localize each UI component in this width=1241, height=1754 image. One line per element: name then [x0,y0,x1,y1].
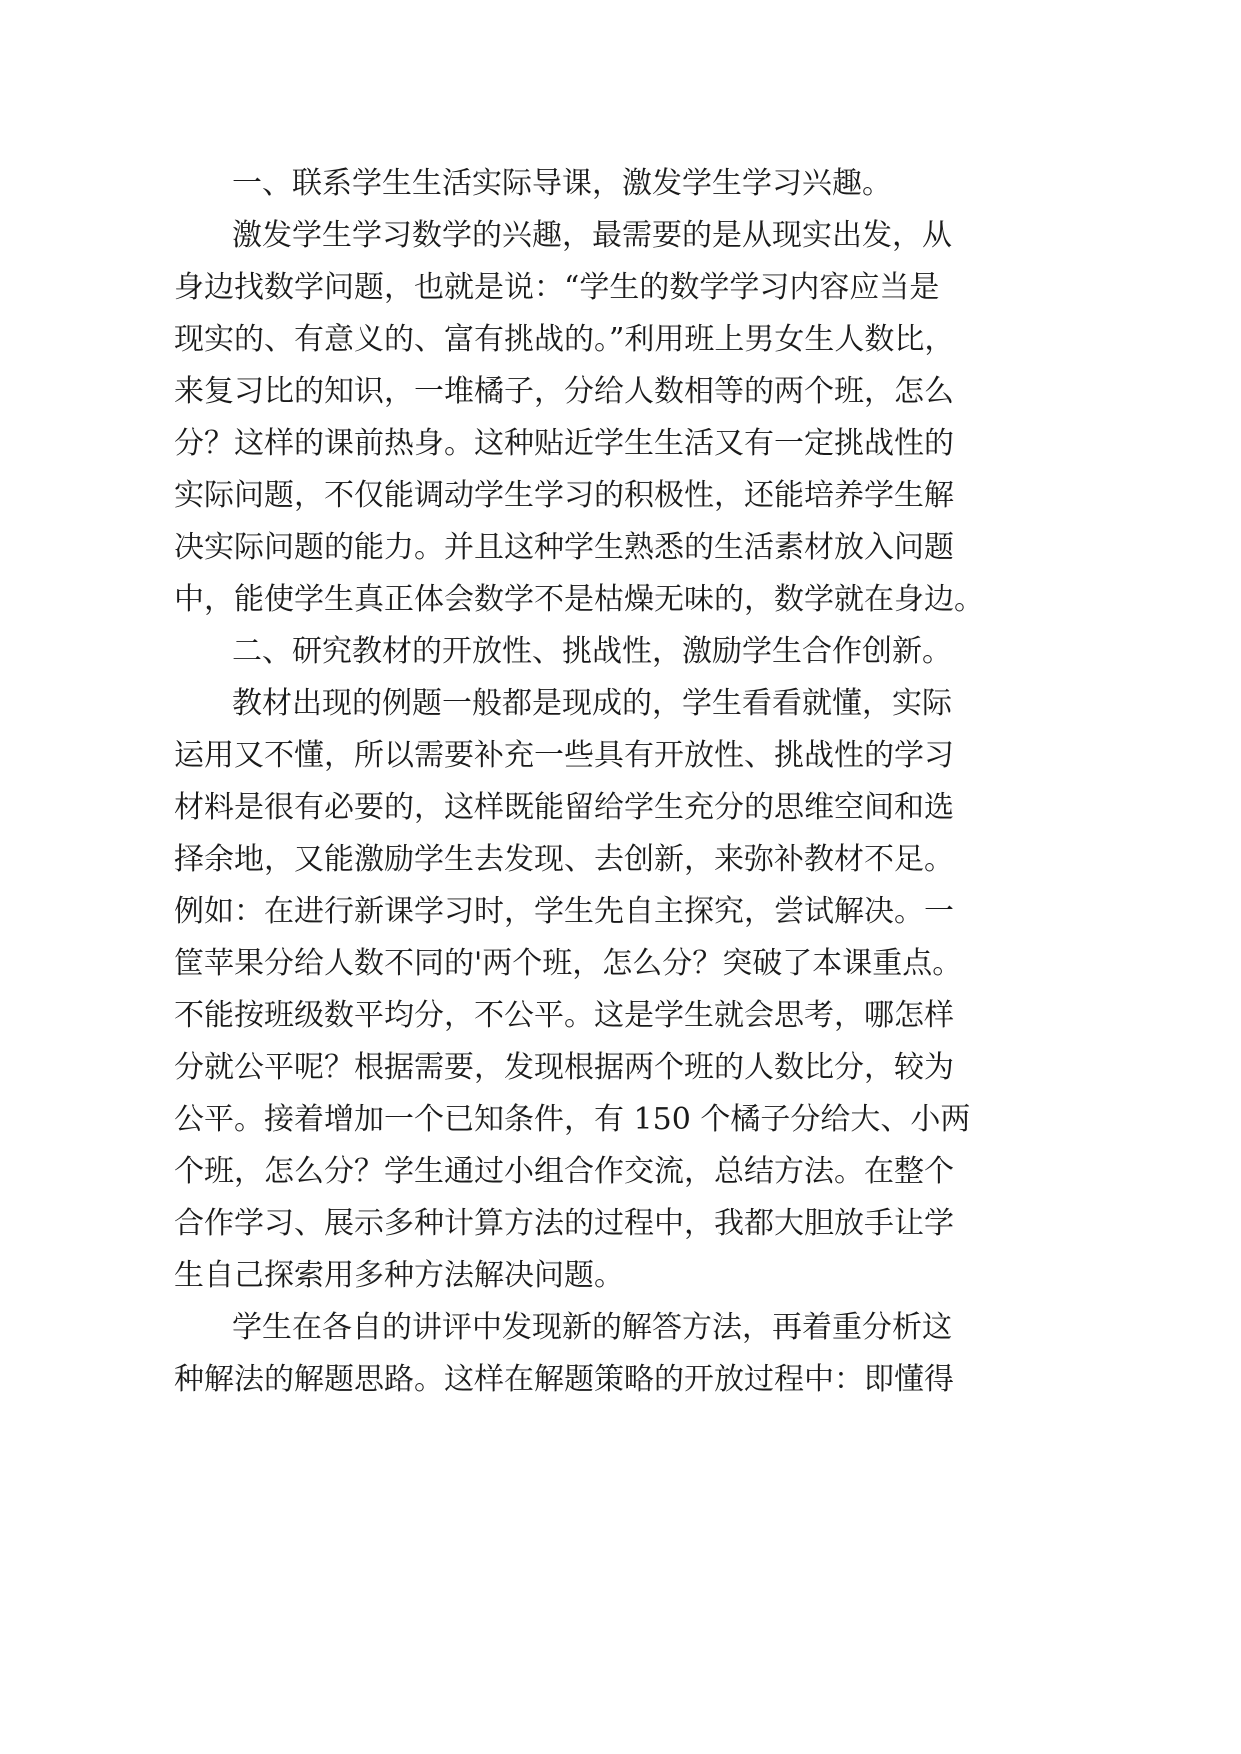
paragraph-line: 学生在各自的讲评中发现新的解答方法，再着重分析这 [232,1310,952,1345]
paragraph-line: 不能按班级数平均分，不公平。这是学生就会思考，哪怎样 [174,998,954,1033]
paragraph-line: 种解法的解题思路。这样在解题策略的开放过程中：即懂得 [174,1362,954,1397]
paragraph-line: 激发学生学习数学的兴趣，最需要的是从现实出发，从 [232,218,952,253]
heading-section-2: 二、研究教材的开放性、挑战性，激励学生合作创新。 [232,634,952,669]
paragraph-line: 公平。接着增加一个已知条件，有 150 个橘子分给大、小两 [174,1102,971,1137]
paragraph-line: 实际问题，不仅能调动学生学习的积极性，还能培养学生解 [174,478,954,513]
paragraph-line: 教材出现的例题一般都是现成的，学生看看就懂，实际 [232,686,952,721]
paragraph-line: 分就公平呢？根据需要，发现根据两个班的人数比分，较为 [174,1050,954,1085]
paragraph-line: 例如：在进行新课学习时，学生先自主探究，尝试解决。一 [174,894,954,929]
paragraph-line: 分？这样的课前热身。这种贴近学生生活又有一定挑战性的 [174,426,954,461]
paragraph-line: 现实的、有意义的、富有挑战的。”利用班上男女生人数比， [174,322,955,357]
heading-section-1: 一、联系学生生活实际导课，激发学生学习兴趣。 [232,166,892,201]
paragraph-line: 个班，怎么分？学生通过小组合作交流，总结方法。在整个 [174,1154,954,1189]
paragraph-line: 生自己探索用多种方法解决问题。 [174,1258,624,1293]
paragraph-line: 合作学习、展示多种计算方法的过程中，我都大胆放手让学 [174,1206,954,1241]
paragraph-line: 决实际问题的能力。并且这种学生熟悉的生活素材放入问题 [174,530,954,565]
paragraph-line: 运用又不懂，所以需要补充一些具有开放性、挑战性的学习 [174,738,954,773]
paragraph-line: 来复习比的知识，一堆橘子，分给人数相等的两个班，怎么 [174,374,954,409]
paragraph-line: 择余地，又能激励学生去发现、去创新，来弥补教材不足。 [174,842,954,877]
paragraph-line: 身边找数学问题，也就是说：“学生的数学学习内容应当是 [174,270,940,305]
paragraph-line: 筐苹果分给人数不同的'两个班，怎么分？突破了本课重点。 [174,946,963,981]
paragraph-line: 中，能使学生真正体会数学不是枯燥无味的，数学就在身边。 [174,582,984,617]
paragraph-line: 材料是很有必要的，这样既能留给学生充分的思维空间和选 [174,790,954,825]
